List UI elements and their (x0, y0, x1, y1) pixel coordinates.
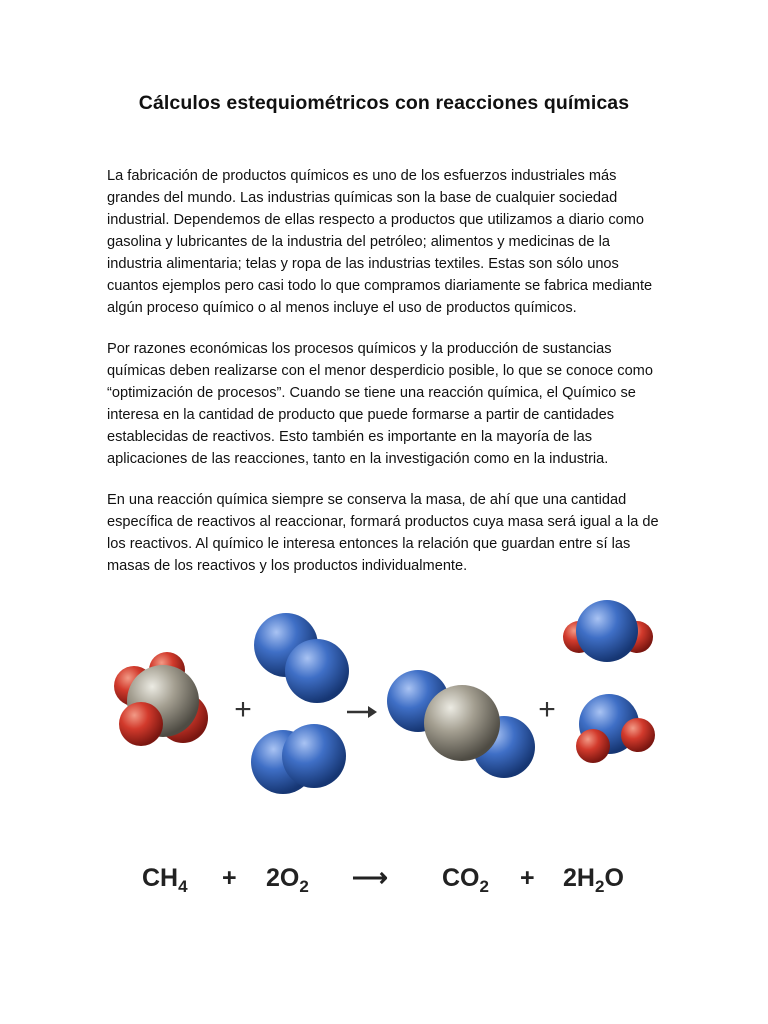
methane-molecule (114, 652, 208, 746)
equation-arrow: ⟶ (352, 864, 388, 892)
equation-co2: $CO_2$ (442, 864, 489, 896)
plus-sign-2: + (538, 693, 556, 726)
reaction-illustration (0, 585, 768, 800)
water-molecule-top (563, 600, 653, 662)
equation-plus-2: + (520, 864, 535, 892)
paragraph-1: La fabricación de productos químicos es uno de los esfuerzos industriales más grandes del mundo. Las industrias químicas son la base de cualquier sociedad industrial. Dependemos de ellas respecto a productos que utilizamos a diario como gasolina y lubricantes de la industria del petróleo; alimentos y medicinas de la industria alimentaria; telas y ropa de las industrias textiles. Estas son sólo unos cuantos ejemplos pero casi todo lo que compramos diariamente se fabrica mediante algún proceso químico o al menos incluye el uso de productos químicos. (107, 168, 653, 316)
equation-o2: $2O_2$ (266, 864, 309, 896)
carbon-dioxide-molecule (387, 670, 535, 778)
water-molecule-bottom (576, 694, 655, 763)
reaction-arrow-icon (347, 706, 377, 718)
equation-h2o: $2H_2O$ (563, 864, 624, 896)
page-title: Cálculos estequiométricos con reacciones químicas (138, 92, 630, 114)
plus-sign-1: + (234, 693, 252, 726)
equation-plus-1: + (222, 864, 237, 892)
oxygen-molecule-top (254, 613, 349, 703)
paragraph-2: Por razones económicas los procesos químicos y la producción de sustancias químicas deben realizarse con el menor desperdicio posible, lo que se conoce como “optimización de procesos”. Cuando se tiene una reacción química, el Químico se interesa en la cantidad de producto que puede formarse a partir de cantidades establecidas de reactivos. Esto también es importante en la mayoría de las aplicaciones de las reacciones, tanto en la investigación como en la industria. (107, 341, 653, 467)
paragraph-3: En una reacción química siempre se conserva la masa, de ahí que una cantidad específica de reactivos al reaccionar, formará productos cuya masa será igual a la de los reactivos. Al químico le interesa entonces la relación que guardan entre sí las masas de los reactivos y los productos individualmente. (107, 492, 659, 574)
oxygen-molecule-bottom (251, 724, 346, 794)
equation-ch4: $CH_4$ (142, 864, 188, 896)
